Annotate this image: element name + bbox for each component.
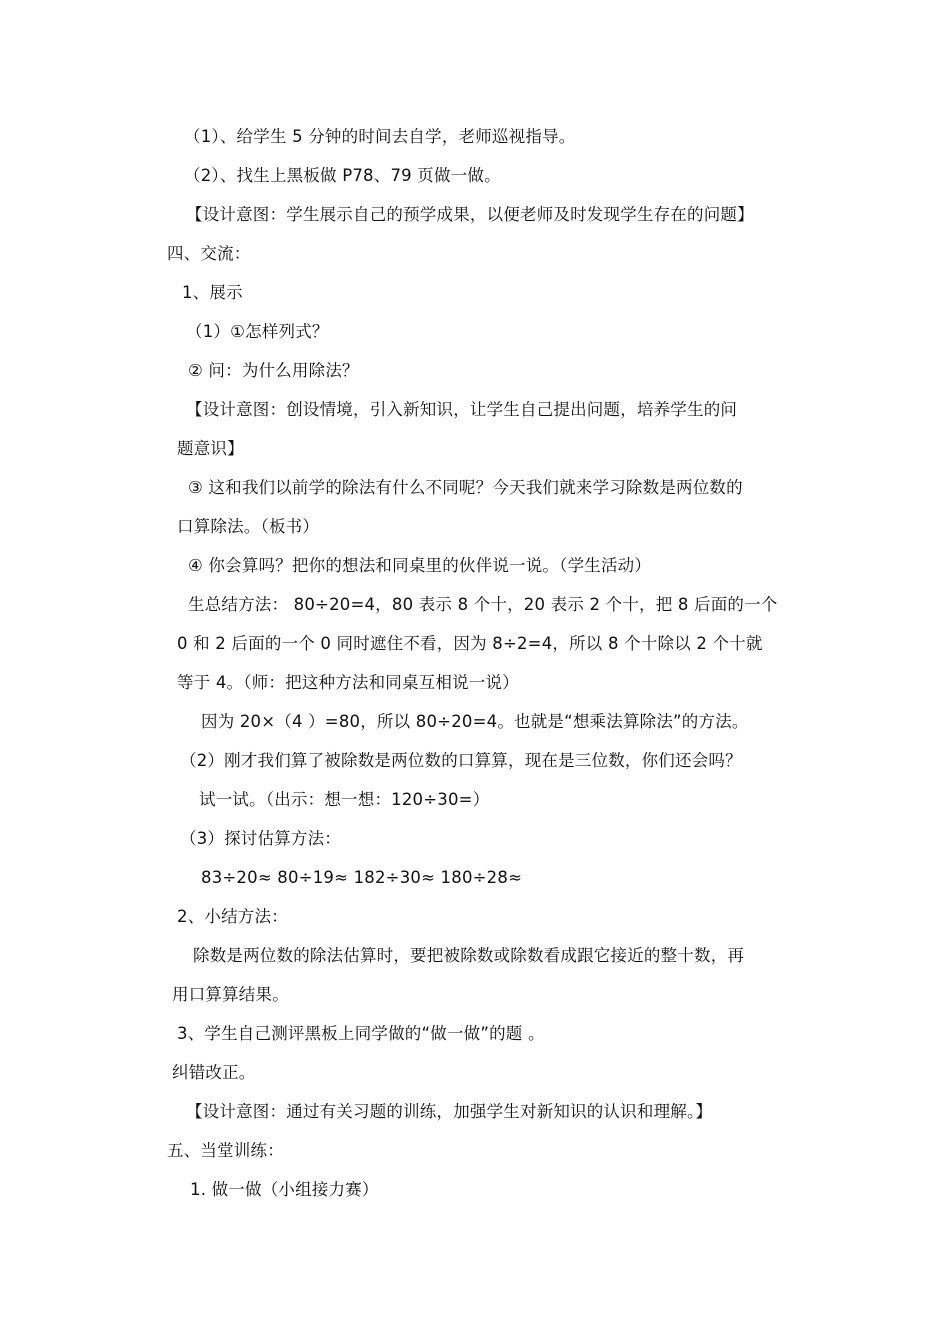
text-line: ④ 你会算吗？把你的想法和同桌里的伙伴说一说。（学生活动） [188,556,652,575]
design-intent-note: 【设计意图：创设情境，引入新知识，让学生自己提出问题，培养学生的问 [186,400,738,419]
section-heading: 五、当堂训练： [167,1141,284,1160]
text-line: 试一试。（出示：想一想：120÷30=） [199,790,490,809]
text-line: （2）、找生上黑板做 P78、79 页做一做。 [184,166,501,185]
subsection-heading: 2、小结方法： [177,907,288,926]
subsection-heading: 1、展示 [182,283,243,302]
text-line: （1）①怎样列式？ [186,322,329,341]
text-line: （3）探讨估算方法： [180,829,341,848]
section-heading: 四、交流： [167,244,251,263]
text-line: 等于 4。（师：把这种方法和同桌互相说一说） [177,673,519,692]
design-intent-note: 【设计意图：学生展示自己的预学成果，以便老师及时发现学生存在的问题】 [186,205,754,224]
equation-line: 83÷20≈ 80÷19≈ 182÷30≈ 180÷28≈ [201,868,523,887]
text-line: ② 问：为什么用除法？ [188,361,359,380]
design-intent-note: 题意识】 [177,439,244,458]
text-line: 口算除法。（板书） [177,517,320,536]
text-line: 生总结方法： 80÷20=4，80 表示 8 个十，20 表示 2 个十，把 8 后面的一个 [188,595,778,614]
text-line: 除数是两位数的除法估算时，要把被除数或除数看成跟它接近的整十数，再 [193,946,745,965]
subsection-heading: 3、学生自己测评黑板上同学做的“做一做”的题 。 [177,1024,545,1043]
subsection-heading: 1. 做一做（小组接力赛） [190,1180,379,1199]
text-line: 因为 20×（4 ）=80，所以 80÷20=4。也就是“想乘法算除法”的方法。 [201,712,749,731]
text-line: （2）刚才我们算了被除数是两位数的口算算，现在是三位数，你们还会吗？ [180,751,742,770]
text-line: 用口算算结果。 [172,985,289,1004]
text-line: （1）、给学生 5 分钟的时间去自学，老师巡视指导。 [184,127,576,146]
text-line: 纠错改正。 [172,1063,256,1082]
text-line: 0 和 2 后面的一个 0 同时遮住不看，因为 8÷2=4，所以 8 个十除以 2 个十就 [177,634,763,653]
design-intent-note: 【设计意图：通过有关习题的训练，加强学生对新知识的认识和理解。】 [186,1102,713,1121]
text-line: ③ 这和我们以前学的除法有什么不同呢？今天我们就来学习除数是两位数的 [188,478,743,497]
